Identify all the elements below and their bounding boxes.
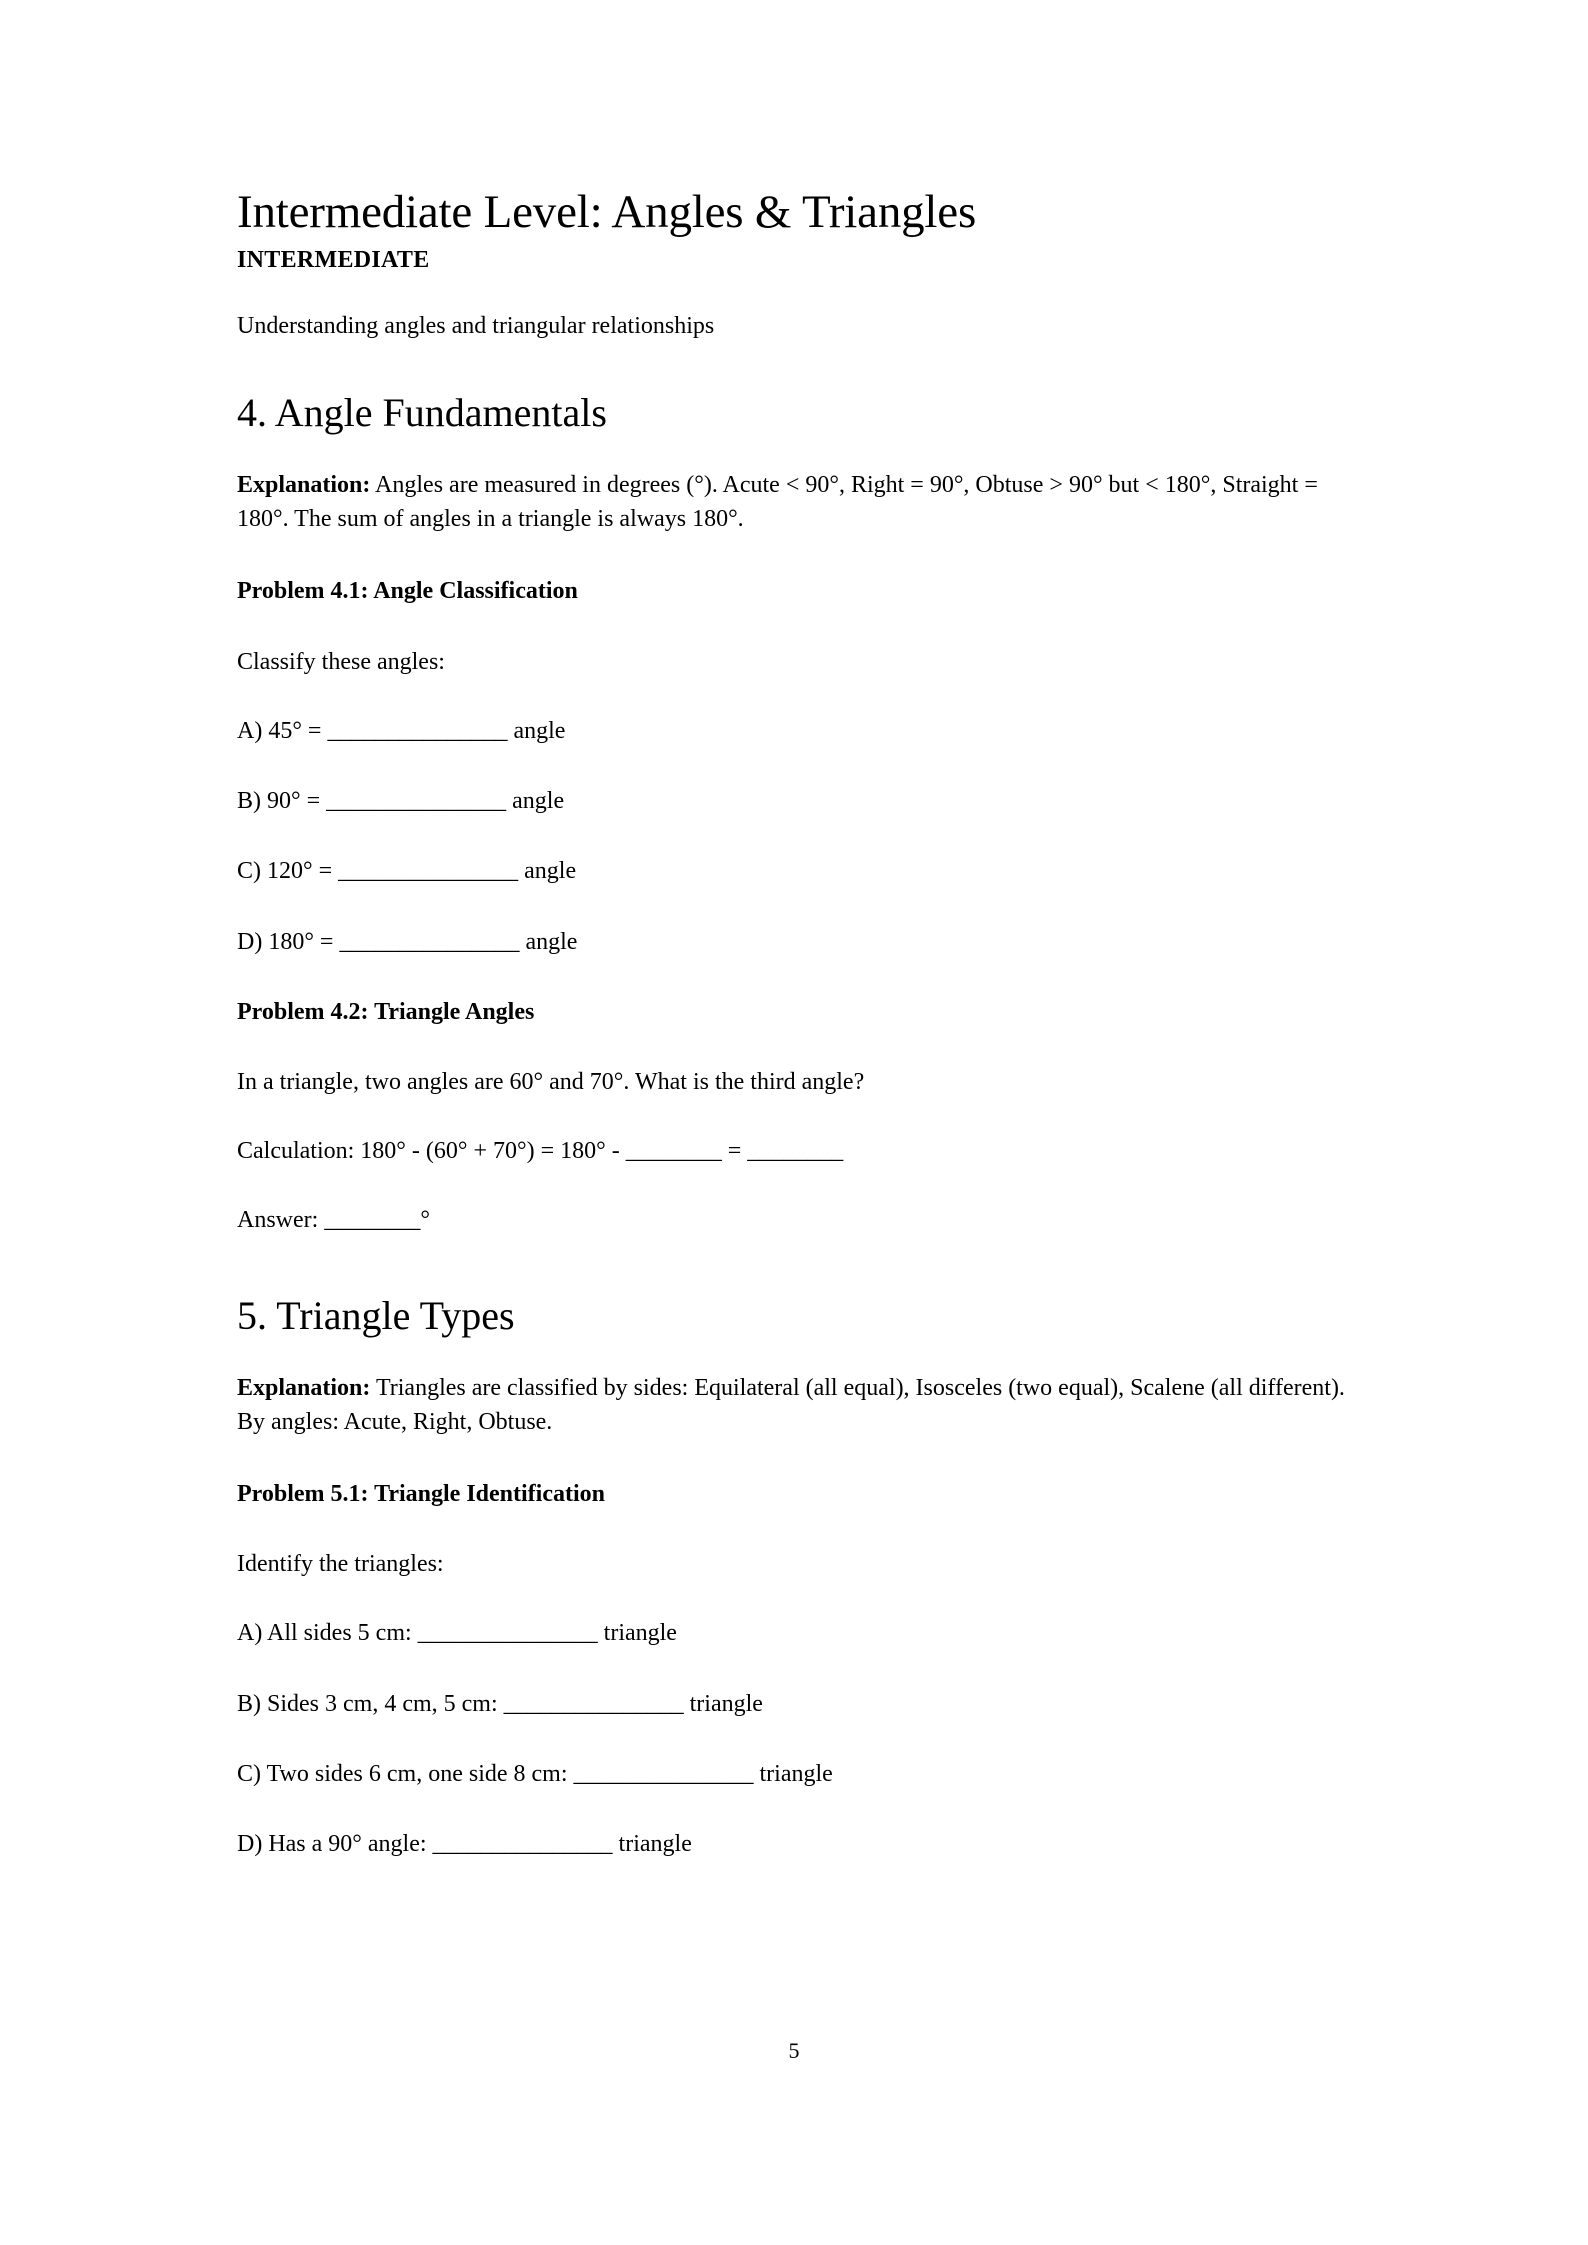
problem-prompt-4-2: In a triangle, two angles are 60° and 70°. What is the third angle? [237, 1068, 865, 1095]
explanation-text: Triangles are classified by sides: Equilateral (all equal), Isosceles (two equal), Scalene (all different). By angles: Acute, Right, Obtuse. [237, 1374, 1345, 1435]
section-heading-angle-fundamentals: 4. Angle Fundamentals [237, 390, 607, 436]
problem-heading-4-2: Problem 4.2: Triangle Angles [237, 998, 535, 1025]
answer-item[interactable]: A) 45° = _______________ angle [237, 717, 566, 744]
problem-prompt-4-1: Classify these angles: [237, 648, 445, 675]
answer-item[interactable]: C) Two sides 6 cm, one side 8 cm: _______________ triangle [237, 1760, 833, 1787]
answer-line[interactable]: Answer: ________° [237, 1207, 430, 1234]
calculation-line[interactable]: Calculation: 180° - (60° + 70°) = 180° - ________ = ________ [237, 1138, 844, 1165]
answer-item[interactable]: B) Sides 3 cm, 4 cm, 5 cm: _______________ triangle [237, 1690, 763, 1717]
answer-item[interactable]: A) All sides 5 cm: _______________ triangle [237, 1620, 677, 1647]
section-explanation-4 [237, 468, 1345, 536]
answer-item[interactable]: C) 120° = _______________ angle [237, 858, 577, 885]
explanation-text: Angles are measured in degrees (°). Acute < 90°, Right = 90°, Obtuse > 90° but < 180°, Straight = 180°. The sum of angles in a triangle is always 180°. [237, 472, 1318, 533]
page-subtitle: Understanding angles and triangular relationships [237, 312, 715, 339]
explanation-label: Explanation: [237, 1374, 371, 1401]
explanation-label: Explanation: [237, 472, 371, 499]
page-title: Intermediate Level: Angles & Triangles [237, 186, 977, 238]
page-number: 5 [788, 2038, 800, 2063]
answer-item-list-4-1 [237, 716, 1345, 958]
answer-item[interactable]: D) 180° = _______________ angle [237, 928, 578, 955]
problem-heading-4-1: Problem 4.1: Angle Classification [237, 578, 578, 605]
section-explanation-5 [237, 1371, 1345, 1439]
answer-item-list-5-1 [237, 1618, 1345, 1860]
answer-item[interactable]: B) 90° = _______________ angle [237, 788, 565, 815]
section-heading-triangle-types: 5. Triangle Types [237, 1292, 515, 1338]
problem-heading-5-1: Problem 5.1: Triangle Identification [237, 1480, 605, 1507]
answer-item[interactable]: D) Has a 90° angle: _______________ triangle [237, 1830, 692, 1857]
problem-prompt-5-1: Identify the triangles: [237, 1550, 444, 1577]
level-badge: INTERMEDIATE [237, 246, 430, 273]
